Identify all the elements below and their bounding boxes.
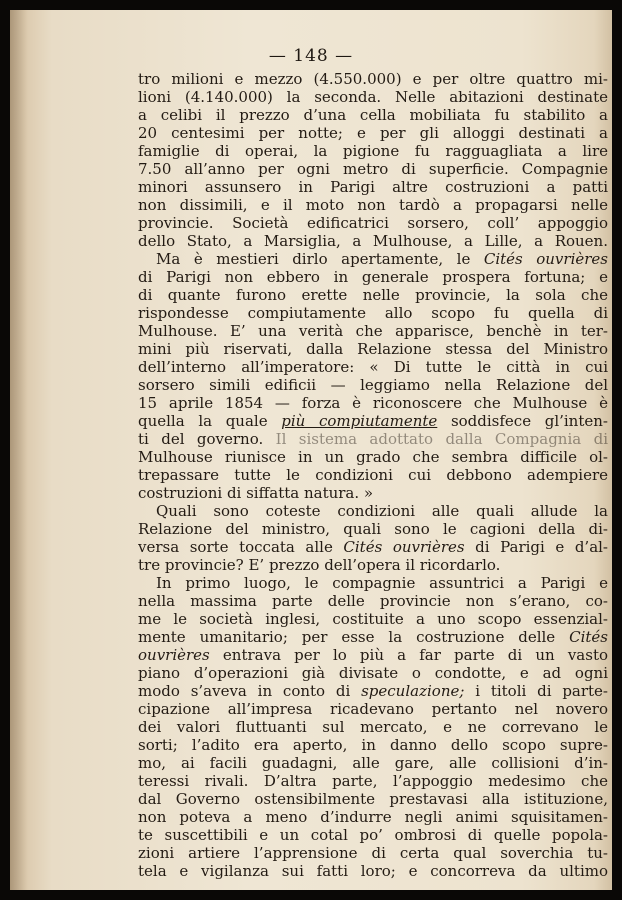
text-line: Quali sono coteste condizioni alle quali allude la [156,502,608,520]
text-span: i titoli di parte- [464,682,608,700]
text-line: cipazione all’impresa ricadevano pertanto nel novero [138,700,608,718]
italic-phrase: più compiutamente [281,412,438,430]
text-line: lioni (4.140.000) la seconda. Nelle abitazioni destinate [138,88,608,106]
text-line: tro milioni e mezzo (4.550.000) e per oltre quattro mi- [138,70,608,88]
text-line: zioni artiere l’apprensione di certa qual soverchia tu- [138,844,608,862]
text-line: Mulhouse riunisce in un grado che sembra difficile ol- [138,448,608,466]
text-line: te suscettibili e un cotal po’ ombrosi di quelle popola- [138,826,608,844]
text-span: soddisfece gl’inten- [437,412,608,430]
text-line: teressi rivali. D’altra parte, l’appoggio medesimo che [138,772,608,790]
text-line: nella massima parte delle provincie non s’erano, co- [138,592,608,610]
text-span: di Parigi e d’al- [464,538,608,556]
text-line: mo, ai facili guadagni, alle gare, alle collisioni d’in- [138,754,608,772]
text-line: tela e vigilanza sui fatti loro; e concorreva da ultimo [138,862,608,880]
text-line: In primo luogo, le compagnie assuntrici a Parigi e [156,574,608,592]
text-span: ti del governo. [138,430,276,448]
italic-phrase: Cités ouvrières [483,250,608,268]
text-line: Mulhouse. E’ una verità che apparisce, benchè in ter- [138,322,608,340]
text-line [138,628,608,646]
text-line [138,412,608,430]
text-span: Il sistema adottato dalla Compagnia di [275,430,608,448]
text-line: me le società inglesi, costituite a uno scopo essenzial- [138,610,608,628]
text-line: provincie. Società edificatrici sorsero, coll’ appoggio [138,214,608,232]
text-line [138,250,608,268]
text-line: non poteva a meno d’indurre negli animi squisitamen- [138,808,608,826]
text-line: piano d’operazioni già divisate o condotte, e ad ogni [138,664,608,682]
text-span: entrava per lo più a far parte di un vasto [209,646,608,664]
text-line: dell’interno all’imperatore: « Di tutte le città in cui [138,358,608,376]
text-line: trepassare tutte le condizioni cui debbono adempiere [138,466,608,484]
text-line: a celibi il prezzo d’una cella mobiliata fu stabilito a [138,106,608,124]
text-line: di Parigi non ebbero in generale prospera fortuna; e [138,268,608,286]
text-span: modo s’aveva in conto di [138,682,362,700]
text-line: sorsero simili edificii — leggiamo nella Relazione del [138,376,608,394]
text-line: famiglie di operai, la pigione fu ragguagliata a lire [138,142,608,160]
text-line [138,430,608,448]
binding-shadow [10,10,28,890]
text-line: tre provincie? E’ prezzo dell’opera il ricordarlo. [138,556,501,574]
text-line: rispondesse compiutamente allo scopo fu quella di [138,304,608,322]
text-line: non dissimili, e il moto non tardò a propagarsi nelle [138,196,608,214]
italic-phrase: Cités [569,628,608,646]
text-line: dello Stato, a Marsiglia, a Mulhouse, a Lille, a Rouen. [138,232,608,250]
italic-phrase: Cités ouvrières [343,538,465,556]
text-span: mente umanitario; per esse la costruzione delle [138,628,570,646]
text-line: sorti; l’adito era aperto, in danno dello scopo supre- [138,736,608,754]
body-text [138,70,608,880]
text-line: dei valori fluttuanti sul mercato, e ne correvano le [138,718,608,736]
page-number: — 148 — [268,46,354,66]
text-line: 7.50 all’anno per ogni metro di superficie. Compagnie [138,160,608,178]
book-page [10,10,612,890]
text-line: dal Governo ostensibilmente prestavasi alla istituzione, [138,790,608,808]
text-span: versa sorte toccata alle [138,538,344,556]
text-span: Ma è mestieri dirlo apertamente, le [156,250,484,268]
text-line [138,538,608,556]
text-line: costruzioni di siffatta natura. » [138,484,374,502]
text-line: minori assunsero in Parigi altre costruzioni a patti [138,178,608,196]
text-line: di quante furono erette nelle provincie, la sola che [138,286,608,304]
text-line: 20 centesimi per notte; e per gli alloggi destinati a [138,124,608,142]
italic-phrase: ouvrières [138,646,210,664]
text-line: mini più riservati, dalla Relazione stessa del Ministro [138,340,608,358]
text-line [138,682,608,700]
text-line: Relazione del ministro, quali sono le cagioni della di- [138,520,608,538]
italic-phrase: speculazione; [361,682,465,700]
text-span: quella la quale [138,412,282,430]
text-line [138,646,608,664]
text-line: 15 aprile 1854 — forza è riconoscere che Mulhouse è [138,394,608,412]
